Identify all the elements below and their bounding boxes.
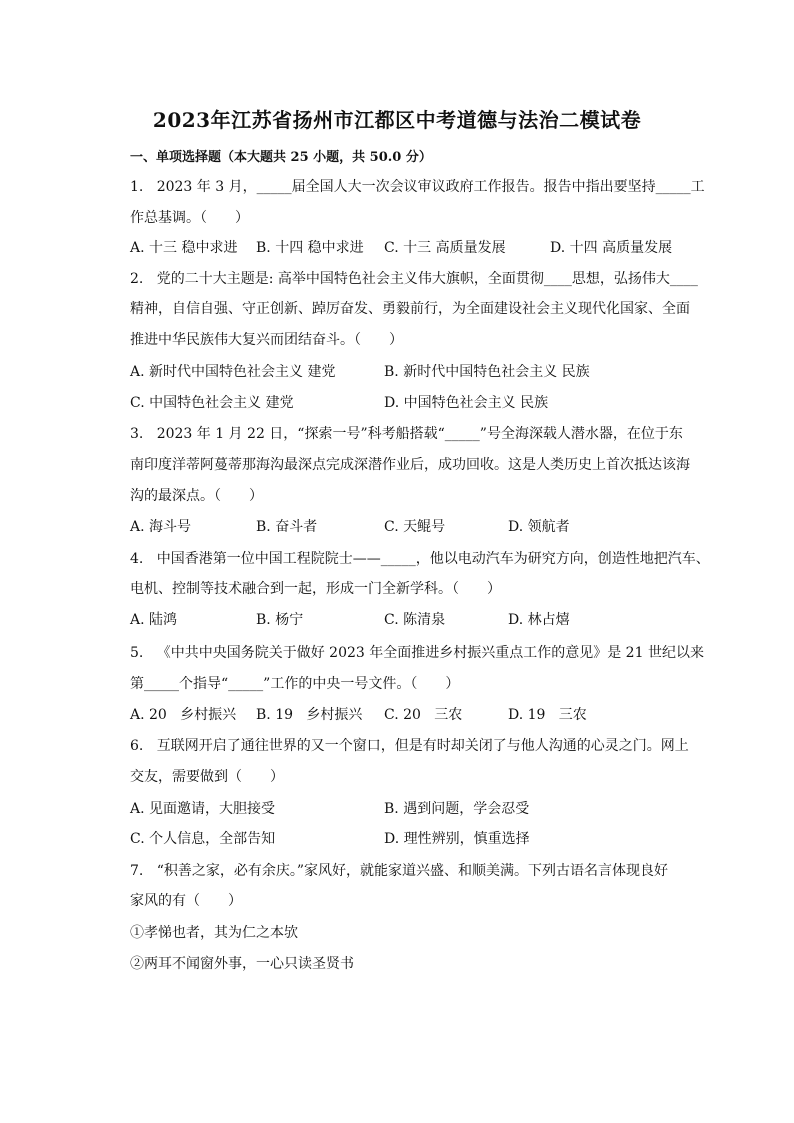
question-3-line-3: 沟的最深点。（ ） [130, 488, 263, 504]
question-5-option-a[interactable]: A. 20 乡村振兴 [130, 707, 237, 723]
question-1-line-2: 作总基调。（ ） [130, 210, 249, 226]
question-3-option-a[interactable]: A. 海斗号 [130, 519, 192, 535]
question-2-line-1: 2. 党的二十大主题是: 高举中国特色社会主义伟大旗帜，全面贯彻____思想，弘扬伟大____ [130, 271, 698, 287]
question-4-line-2: 电机、控制等技术融合到一起，形成一门全新学科。（ ） [130, 581, 501, 597]
question-6-line-2: 交友，需要做到（ ） [130, 769, 284, 785]
question-5-option-b[interactable]: B. 19 乡村振兴 [256, 707, 363, 723]
question-5-line-1: 5. 《中共中央国务院关于做好 2023 年全面推进乡村振兴重点工作的意见》是 21 世纪以来 [130, 645, 704, 661]
question-4-option-a[interactable]: A. 陆鸿 [130, 612, 178, 628]
question-2-option-c[interactable]: C. 中国特色社会主义 建党 [130, 395, 294, 411]
question-2-option-b[interactable]: B. 新时代中国特色社会主义 民族 [384, 364, 590, 380]
question-1-line-1: 1. 2023 年 3 月，_____届全国人大一次会议审议政府工作报告。报告中指出要坚持_____工 [130, 179, 705, 195]
question-2-option-a[interactable]: A. 新时代中国特色社会主义 建党 [130, 364, 336, 380]
question-1-option-c[interactable]: C. 十三 高质量发展 [384, 240, 506, 256]
question-2-option-d[interactable]: D. 中国特色社会主义 民族 [384, 395, 549, 411]
question-5-option-c[interactable]: C. 20 三农 [384, 707, 463, 723]
question-1-option-b[interactable]: B. 十四 稳中求进 [256, 240, 364, 256]
question-7-statement-2: ②两耳不闻窗外事，一心只读圣贤书 [130, 956, 354, 972]
question-3-option-d[interactable]: D. 领航者 [508, 519, 570, 535]
question-2-line-2: 精神，自信自强、守正创新、踔厉奋发、勇毅前行，为全面建设社会主义现代化国家、全面 [130, 301, 690, 317]
question-4-option-d[interactable]: D. 林占熺 [508, 612, 570, 628]
question-3-option-c[interactable]: C. 天鲲号 [384, 519, 446, 535]
question-2-line-3: 推进中华民族伟大复兴而团结奋斗。（ ） [130, 332, 403, 348]
question-5-option-d[interactable]: D. 19 三农 [508, 707, 587, 723]
question-6-option-b[interactable]: B. 遇到问题，学会忍受 [384, 801, 530, 817]
question-5-line-2: 第_____个指导“_____”工作的中央一号文件。（ ） [130, 676, 460, 692]
question-7-line-1: 7. “积善之家，必有余庆。”家风好，就能家道兴盛、和顺美满。下列古语名言体现良好 [130, 863, 669, 879]
question-6-line-1: 6. 互联网开启了通往世界的又一个窗口，但是有时却关闭了与他人沟通的心灵之门。网上 [130, 738, 689, 754]
question-1-option-d[interactable]: D. 十四 高质量发展 [550, 240, 673, 256]
question-3-line-1: 3. 2023 年 1 月 22 日，“探索一号”科考船搭载“_____”号全海深载人潜水器，在位于东 [130, 426, 683, 442]
question-3-option-b[interactable]: B. 奋斗者 [256, 519, 318, 535]
question-4-option-b[interactable]: B. 杨宁 [256, 612, 304, 628]
question-1-option-a[interactable]: A. 十三 稳中求进 [130, 240, 238, 256]
page-title: 2023年江苏省扬州市江都区中考道德与法治二模试卷 [152, 108, 642, 132]
question-7-line-2: 家风的有（ ） [130, 893, 242, 909]
question-3-line-2: 南印度洋蒂阿蔓蒂那海沟最深点完成深潜作业后，成功回收。这是人类历史上首次抵达该海 [130, 457, 690, 473]
question-7-statement-1: ①孝悌也者，其为仁之本欤 [130, 925, 298, 941]
question-4-line-1: 4. 中国香港第一位中国工程院院士——_____，他以电动汽车为研究方向，创造性地把汽车、 [130, 551, 710, 567]
section-heading: 一、单项选择题（本大题共 25 小题，共 50.0 分） [130, 150, 432, 165]
question-6-option-d[interactable]: D. 理性辨别，慎重选择 [384, 831, 530, 847]
question-6-option-a[interactable]: A. 见面邀请，大胆接受 [130, 801, 276, 817]
question-6-option-c[interactable]: C. 个人信息，全部告知 [130, 831, 276, 847]
question-4-option-c[interactable]: C. 陈清泉 [384, 612, 446, 628]
